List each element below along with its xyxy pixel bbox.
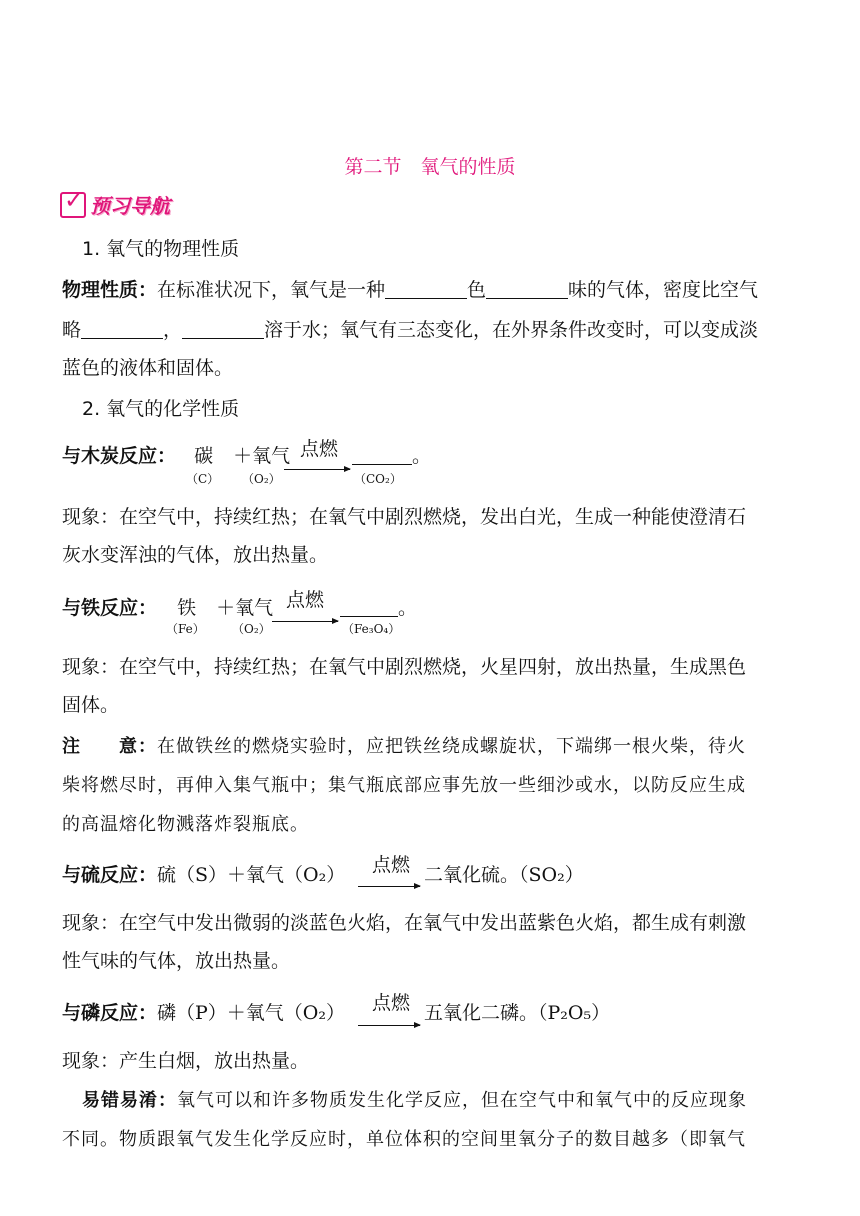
carbon-equation	[62, 441, 290, 468]
iron-reactant: 铁	[177, 597, 197, 619]
sulfur-arrow-icon	[358, 886, 420, 887]
mistake-label: 易错易淆：	[82, 1090, 177, 1111]
iron-end: 。	[398, 597, 418, 619]
blank-iron-product	[340, 597, 398, 617]
blank-color	[385, 279, 467, 299]
carbon-sub-c: （C）	[186, 472, 220, 486]
iron-phenomenon-1: 现象：在空气中，持续红热；在氧气中剧烈燃烧，火星四射，放出热量，生成黑色	[62, 656, 747, 678]
physical-text-3: 味的气体，密度比空气	[568, 279, 759, 301]
physical-text-4: 略	[62, 319, 82, 341]
carbon-phenomenon-1: 现象：在空气中，持续红热；在氧气中剧烈燃烧，发出白光，生成一种能使澄清石	[62, 506, 747, 528]
carbon-end: 。	[412, 445, 432, 467]
carbon-phenomenon-2: 灰水变浑浊的气体，放出热量。	[62, 544, 329, 566]
note-label: 注 意：	[62, 736, 157, 757]
carbon-condition: 点燃	[300, 438, 339, 460]
mistake-text-1: 氧气可以和许多物质发生化学反应，但在空气中和氧气中的反应现象	[177, 1090, 747, 1111]
section-badge-label: 预习导航	[90, 194, 170, 218]
blank-odor	[486, 279, 568, 299]
phosphorus-arrow-icon	[358, 1025, 420, 1026]
note-text-1: 在做铁丝的燃烧实验时，应把铁丝绕成螺旋状，下端绑一根火柴，待火	[157, 736, 746, 757]
blank-carbon-product	[352, 445, 412, 465]
phosphorus-right: 五氧化二磷。（P₂O₅）	[424, 1002, 611, 1024]
iron-sub-o2: （O₂）	[232, 622, 271, 636]
iron-equation	[62, 593, 273, 620]
phosphorus-left: 磷（P）＋氧气（O₂）	[157, 1002, 345, 1024]
sulfur-phenomenon-2: 性气味的气体，放出热量。	[62, 950, 291, 972]
checkbox-icon: ✓	[60, 192, 86, 218]
page-title: 第二节 氧气的性质	[344, 156, 516, 178]
iron-phenomenon-2: 固体。	[62, 694, 120, 716]
note-line-1	[62, 732, 746, 758]
sulfur-right: 二氧化硫。（SO₂）	[424, 864, 584, 886]
physical-line-2	[62, 315, 758, 342]
sulfur-phenomenon-1: 现象：在空气中发出微弱的淡蓝色火焰，在氧气中发出蓝紫色火焰，都生成有刺激	[62, 912, 747, 934]
note-line-2: 柴将燃尽时，再伸入集气瓶中；集气瓶底部应事先放一些细沙或水，以防反应生成	[62, 775, 746, 796]
iron-sub-fe3o4: （Fe₃O₄）	[342, 622, 401, 636]
sulfur-equation	[62, 860, 345, 887]
iron-plus-oxygen: ＋氧气	[216, 597, 274, 619]
heading-physical: 1. 氧气的物理性质	[82, 238, 240, 260]
carbon-plus-oxygen: ＋氧气	[233, 445, 291, 467]
carbon-arrow-icon	[284, 469, 350, 470]
iron-condition: 点燃	[286, 589, 325, 611]
mistake-line-1	[82, 1086, 747, 1112]
sulfur-label: 与硫反应：	[62, 864, 158, 886]
iron-label: 与铁反应：	[62, 597, 158, 619]
physical-label: 物理性质：	[62, 279, 158, 301]
mistake-line-2: 不同。物质跟氧气发生化学反应时，单位体积的空间里氧分子的数目越多（即氧气	[62, 1129, 746, 1150]
carbon-label: 与木炭反应：	[62, 445, 177, 467]
phosphorus-equation	[62, 998, 345, 1025]
physical-text-6: 溶于水；氧气有三态变化，在外界条件改变时，可以变成淡	[264, 319, 759, 341]
sulfur-left: 硫（S）＋氧气（O₂）	[157, 864, 346, 886]
carbon-sub-co2: （CO₂）	[354, 472, 402, 486]
iron-arrow-icon	[272, 621, 338, 622]
iron-sub-fe: （Fe）	[166, 622, 205, 636]
heading-chemical: 2. 氧气的化学性质	[82, 398, 240, 420]
phosphorus-condition: 点燃	[372, 992, 411, 1014]
physical-text-5: ，	[163, 319, 183, 341]
section-badge	[60, 185, 170, 219]
physical-text-2: 色	[467, 279, 487, 301]
physical-text-1: 在标准状况下，氧气是一种	[157, 279, 386, 301]
carbon-sub-o2: （O₂）	[242, 472, 281, 486]
phosphorus-label: 与磷反应：	[62, 1002, 158, 1024]
physical-line-1	[62, 275, 758, 302]
physical-line-3: 蓝色的液体和固体。	[62, 357, 234, 379]
carbon-reactant: 碳	[194, 445, 214, 467]
blank-solubility	[182, 319, 264, 339]
note-line-3: 的高温熔化物溅落炸裂瓶底。	[62, 814, 309, 835]
phosphorus-phenomenon: 现象：产生白烟，放出热量。	[62, 1050, 310, 1072]
blank-density	[81, 319, 163, 339]
sulfur-condition: 点燃	[372, 854, 411, 876]
